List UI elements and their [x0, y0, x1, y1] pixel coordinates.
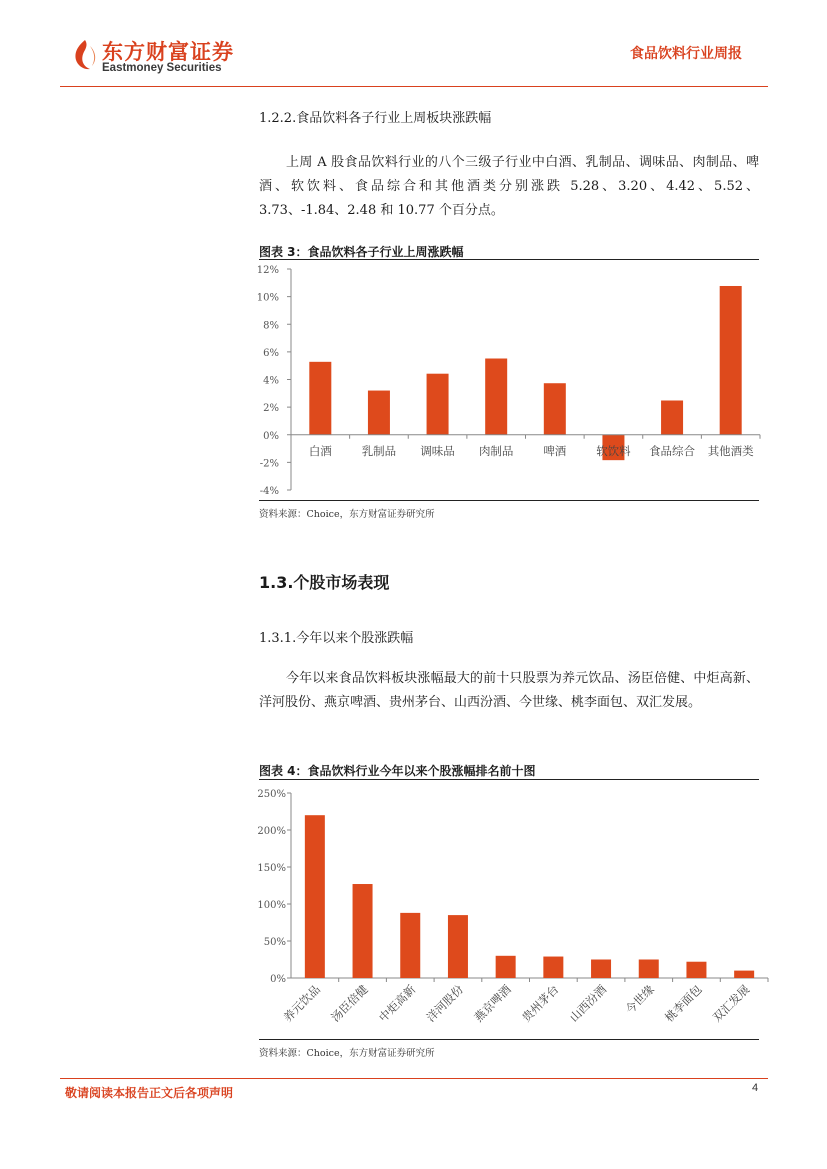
brand-logo — [70, 38, 240, 78]
bar — [734, 971, 754, 978]
figure-3-chart — [250, 260, 770, 500]
bar — [661, 400, 683, 434]
x-tick-label: 中炬高新 — [375, 982, 419, 1025]
brand-name-en: Eastmoney Securities — [102, 62, 222, 74]
y-tick-label: 150% — [257, 863, 286, 874]
bar — [720, 286, 742, 435]
x-tick-label: 肉制品 — [478, 443, 514, 458]
bar — [448, 915, 468, 978]
footer-divider — [60, 1078, 768, 1079]
section-131-heading: 1.3.1.今年以来个股涨跌幅 — [259, 631, 414, 646]
bar — [686, 962, 706, 978]
brand-name-cn: 东方财富证券 — [102, 40, 234, 64]
bar — [353, 884, 373, 978]
bar — [496, 956, 516, 978]
bar — [309, 362, 331, 435]
x-tick-label: 双汇发展 — [709, 982, 753, 1025]
figure-4-bottom-rule — [259, 1039, 759, 1040]
bar — [305, 815, 325, 978]
x-tick-label: 调味品 — [420, 443, 455, 458]
y-tick-label: 200% — [257, 826, 286, 837]
report-title: 食品饮料行业周报 — [630, 46, 742, 62]
x-tick-label: 软饮料 — [596, 443, 631, 458]
header-divider — [60, 86, 768, 87]
page-number: 4 — [752, 1082, 759, 1094]
y-tick-label: 8% — [263, 320, 279, 332]
bar — [368, 391, 390, 435]
y-tick-label: 4% — [263, 375, 279, 387]
x-tick-label: 今世缘 — [622, 982, 657, 1017]
bar — [427, 374, 449, 435]
footer-disclaimer: 敬请阅读本报告正文后各项声明 — [65, 1086, 234, 1100]
section-131-text: 今年以来食品饮料板块涨幅最大的前十只股票为养元饮品、汤臣倍健、中炬高新、洋河股份、燕京啤酒、贵州茅台、山西汾酒、今世缘、桃李面包、双汇发展。 — [259, 671, 759, 710]
x-tick-label: 山西汾酒 — [566, 982, 610, 1025]
bar — [400, 913, 420, 978]
figure-4-title: 图表 4：食品饮料行业今年以来个股涨幅排名前十图 — [259, 764, 536, 778]
figure-3-source: 资料来源：Choice，东方财富证券研究所 — [259, 509, 435, 520]
section-122-paragraph — [259, 151, 759, 223]
bar — [544, 383, 566, 435]
y-tick-label: 12% — [256, 265, 279, 276]
eastmoney-logo-icon — [70, 38, 100, 72]
section-13-heading: 1.3.个股市场表现 — [259, 573, 390, 592]
x-tick-label: 养元饮品 — [280, 982, 323, 1025]
bar — [591, 960, 611, 979]
figure-4-source: 资料来源：Choice，东方财富证券研究所 — [259, 1048, 435, 1059]
y-tick-label: -4% — [259, 486, 279, 497]
y-tick-label: 50% — [263, 937, 286, 948]
section-122-text: 上周 A 股食品饮料行业的八个三级子行业中白酒、乳制品、调味品、肉制品、啤酒、软饮料、食品综合和其他酒类分别涨跌 5.28、3.20、4.42、5.52、3.73、-1.84、2.48 和 10.77 个百分点。 — [259, 155, 759, 218]
section-131-paragraph — [259, 667, 759, 715]
bar — [639, 960, 659, 979]
x-tick-label: 贵州茅台 — [519, 982, 562, 1025]
x-tick-label: 汤臣倍健 — [328, 982, 371, 1025]
figure-3-bottom-rule — [259, 500, 759, 501]
x-tick-label: 其他酒类 — [707, 443, 754, 458]
figure-3-title: 图表 3：食品饮料各子行业上周涨跌幅 — [259, 245, 464, 259]
y-tick-label: -2% — [259, 458, 279, 470]
figure-4-chart — [250, 780, 770, 1038]
bar — [543, 957, 563, 978]
y-tick-label: 100% — [257, 900, 286, 911]
x-tick-label: 洋河股份 — [423, 982, 467, 1025]
y-tick-label: 6% — [263, 347, 279, 359]
y-tick-label: 0% — [263, 430, 279, 442]
x-tick-label: 啤酒 — [543, 443, 567, 458]
section-122-heading: 1.2.2.食品饮料各子行业上周板块涨跌幅 — [259, 111, 492, 126]
y-tick-label: 0% — [270, 974, 286, 985]
y-tick-label: 2% — [263, 403, 279, 415]
x-tick-label: 白酒 — [308, 443, 332, 458]
y-tick-label: 250% — [257, 789, 286, 800]
x-tick-label: 桃李面包 — [662, 982, 705, 1025]
x-tick-label: 食品综合 — [649, 443, 696, 458]
y-tick-label: 10% — [256, 292, 279, 304]
x-tick-label: 燕京啤酒 — [471, 982, 514, 1025]
x-tick-label: 乳制品 — [361, 443, 397, 458]
bar — [485, 359, 507, 435]
